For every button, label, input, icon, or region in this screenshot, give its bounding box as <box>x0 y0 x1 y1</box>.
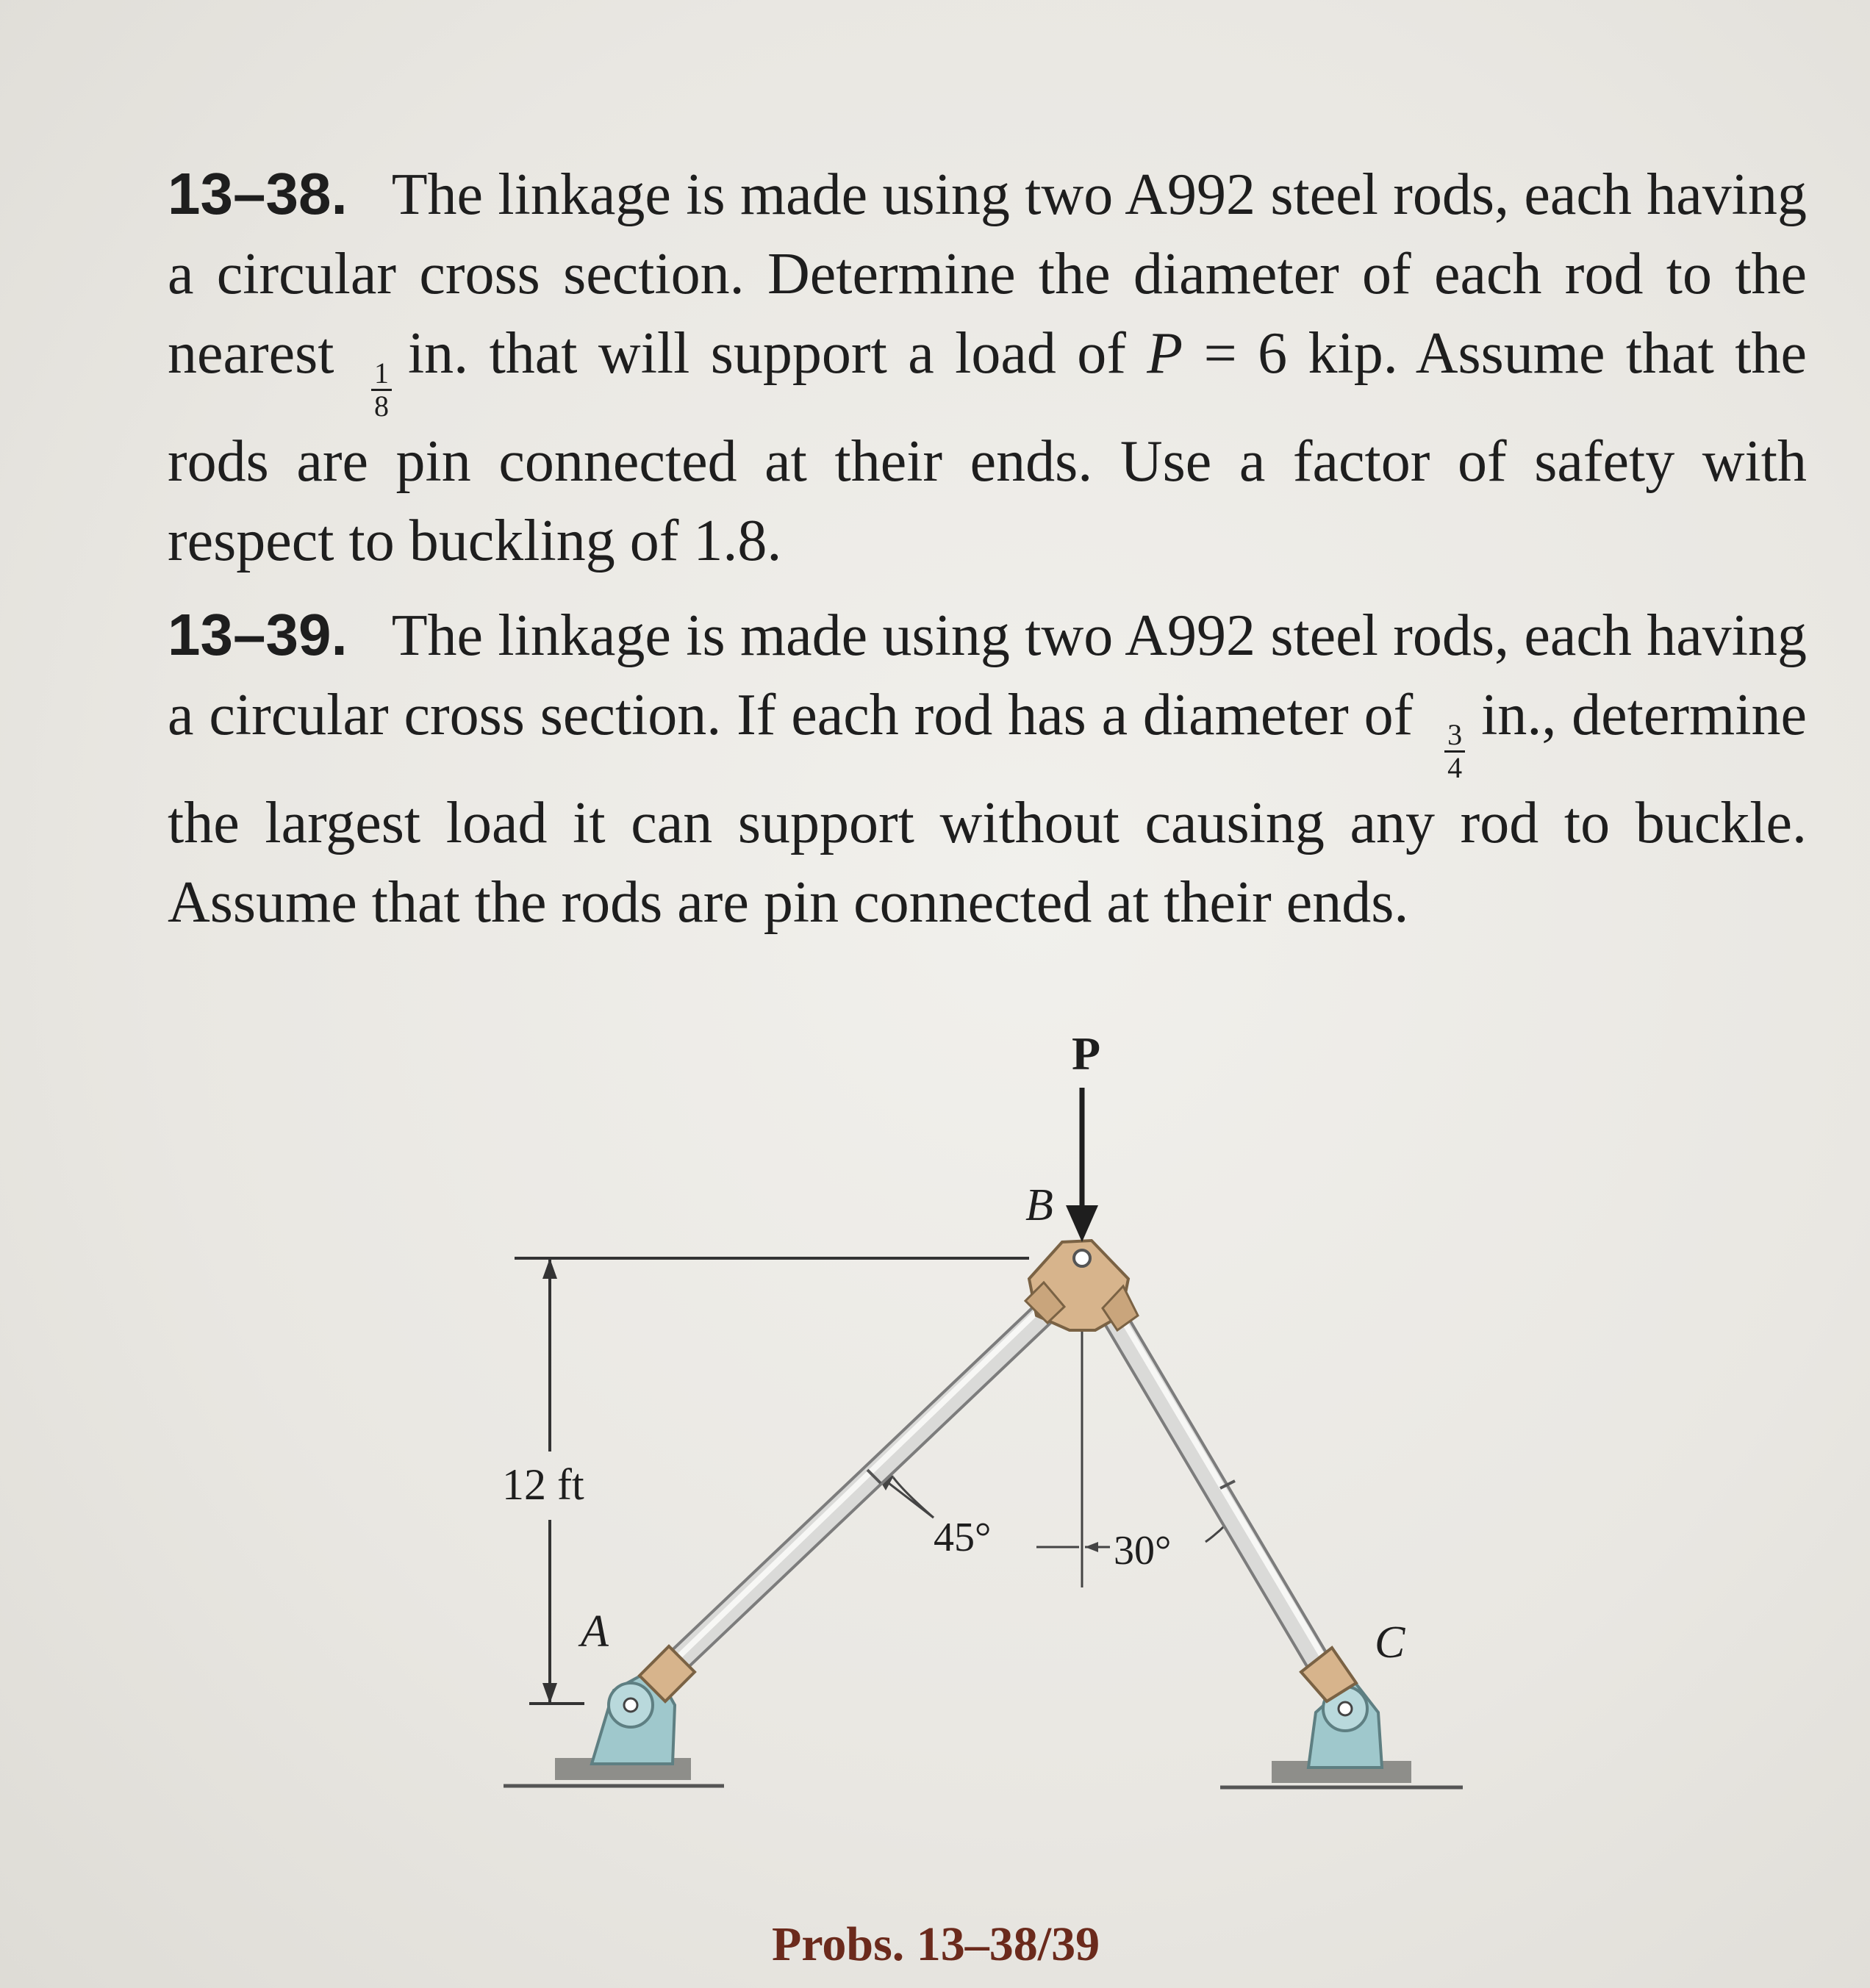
fraction-denominator: 8 <box>373 390 389 423</box>
fraction-denominator: 4 <box>1447 751 1463 784</box>
angle-30-label: 30° <box>1114 1528 1172 1573</box>
angle-arrow-right <box>1085 1542 1098 1552</box>
support-c-pin <box>1339 1702 1352 1715</box>
load-variable: P <box>1147 321 1183 386</box>
problem-number: 13–39. <box>168 602 348 667</box>
figure-caption: Probs. 13–38/39 <box>772 1917 1100 1971</box>
fraction-numerator: 3 <box>1444 720 1465 753</box>
fraction-numerator: 1 <box>371 358 392 391</box>
fraction-one-eighth <box>371 358 392 422</box>
height-dimension-label: 12 ft <box>502 1460 584 1509</box>
rod-ab-highlight <box>650 1305 1044 1684</box>
rod-bc-highlight <box>1115 1307 1336 1679</box>
problem-text: in. that will support a load of <box>407 321 1126 386</box>
load-arrow-head <box>1066 1205 1098 1242</box>
problem-13-38 <box>168 154 1807 581</box>
joint-b-pin <box>1074 1250 1090 1266</box>
angle-arc-left <box>893 1477 934 1518</box>
angle-45-label: 45° <box>934 1515 992 1560</box>
problem-text: = 6 kip. Assume that the rods are pin connected at their ends. Use a factor of safety with respect to buckling of 1.8. <box>168 321 1807 573</box>
problem-13-39 <box>168 595 1807 942</box>
fraction-three-quarters <box>1444 720 1465 783</box>
problem-text: The linkage is made using two A992 steel rods, each having a circular cross section. If each rod has a diameter of <box>168 603 1807 747</box>
problem-number: 13–38. <box>168 161 348 226</box>
problem-text: in., determine the largest load it can support without causing any rod to buckle. Assume that the rods are pin connected at their ends. <box>168 683 1808 935</box>
joint-b-label: B <box>1025 1180 1053 1230</box>
support-c-label: C <box>1375 1618 1405 1668</box>
dimension-arrow-up <box>542 1258 557 1279</box>
support-a-pin <box>624 1698 637 1712</box>
support-a-label: A <box>581 1607 609 1657</box>
angle-leader-diag <box>886 1481 934 1518</box>
dimension-arrow-down <box>542 1683 557 1704</box>
load-label: P <box>1072 1027 1101 1080</box>
problem-text: The linkage is made using two A992 steel rods, each having a circular cross section. Determine the diameter of each rod to the nearest <box>168 162 1807 386</box>
rod-bc <box>1110 1310 1330 1683</box>
linkage-figure <box>0 977 1870 1903</box>
